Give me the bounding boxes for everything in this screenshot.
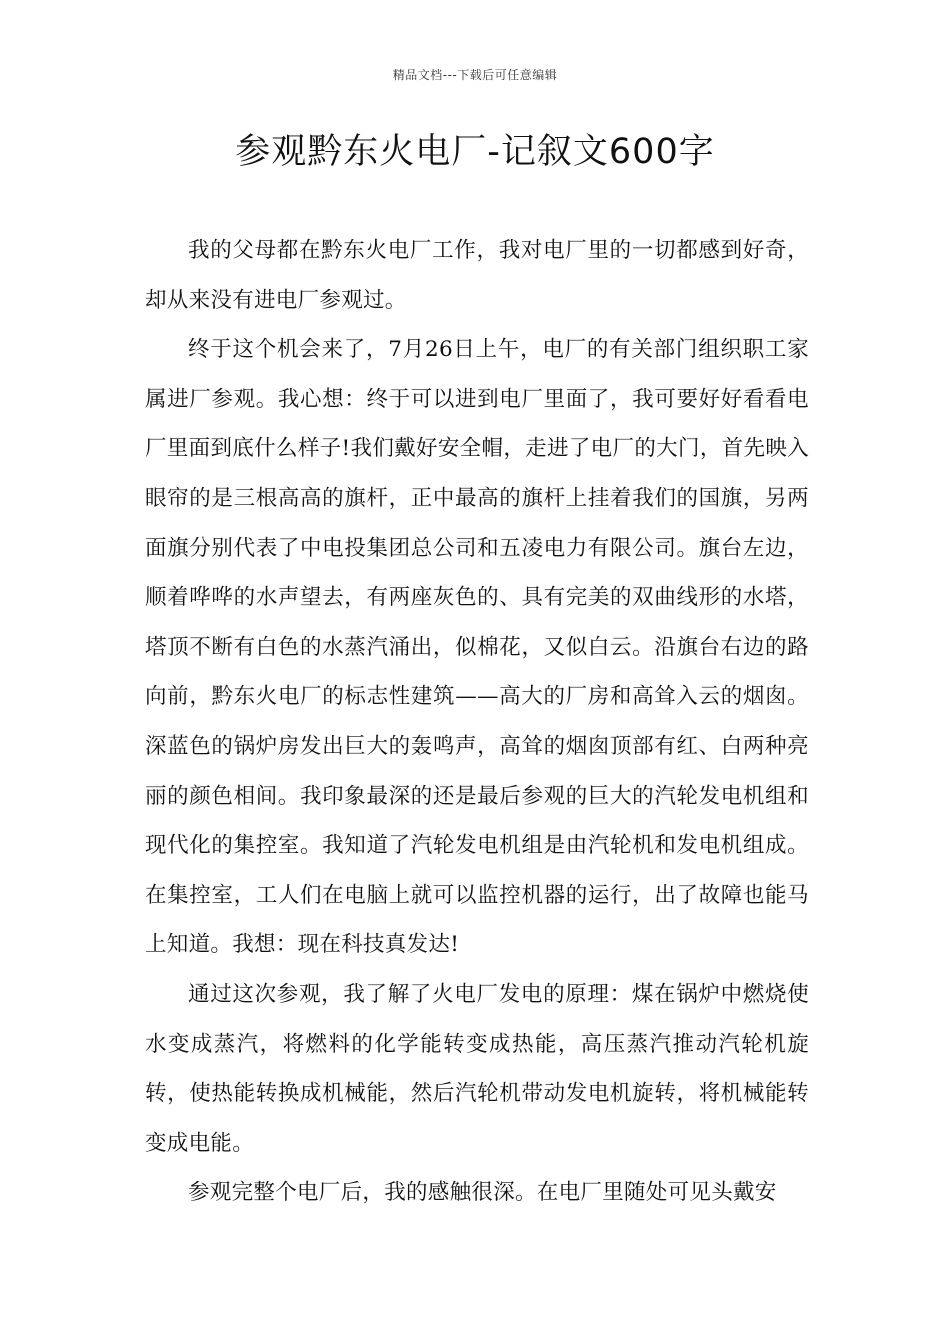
header-note: 精品文档---下载后可任意编辑 xyxy=(392,68,558,82)
document-title: 参观黔东火电厂-记叙文600字 xyxy=(235,132,715,172)
paragraph-2: 终于这个机会来了，7月26日上午，电厂的有关部门组织职工家属进厂参观。我心想：终于可以进到电厂里面了，我可要好好看看电厂里面到底什么样子!我们戴好安全帽，走进了电厂的大门，首先映入眼帘的是三根高高的旗杆，正中最高的旗杆上挂着我们的国旗，另两面旗分别代表了中电投集团总公司和五凌电力有限公司。旗台左边，顺着哗哗的水声望去，有两座灰色的、具有完美的双曲线形的水塔，塔顶不断有白色的水蒸汽涌出，似棉花，又似白云。沿旗台右边的路向前，黔东火电厂的标志性建筑——高大的厂房和高耸入云的烟囱。深蓝色的锅炉房发出巨大的轰鸣声，高耸的烟囱顶部有红、白两种亮丽的颜色相间。我印象最深的还是最后参观的巨大的汽轮发电机组和现代化的集控室。我知道了汽轮发电机组是由汽轮机和发电机组成。在集控室，工人们在电脑上就可以监控机器的运行，出了故障也能马上知道。我想：现在科技真发达! xyxy=(145,337,809,958)
paragraph-1: 我的父母都在黔东火电厂工作，我对电厂里的一切都感到好奇，却从来没有进电厂参观过。 xyxy=(145,238,809,313)
paragraph-3: 通过这次参观，我了解了火电厂发电的原理：煤在锅炉中燃烧使水变成蒸汽，将燃料的化学能转变成热能，高压蒸汽推动汽轮机旋转，使热能转换成机械能，然后汽轮机带动发电机旋转，将机械能转变成电能。 xyxy=(145,981,809,1156)
document-body xyxy=(145,226,809,1218)
paragraph-4: 参观完整个电厂后，我的感触很深。在电厂里随处可见头戴安 xyxy=(188,1180,777,1206)
